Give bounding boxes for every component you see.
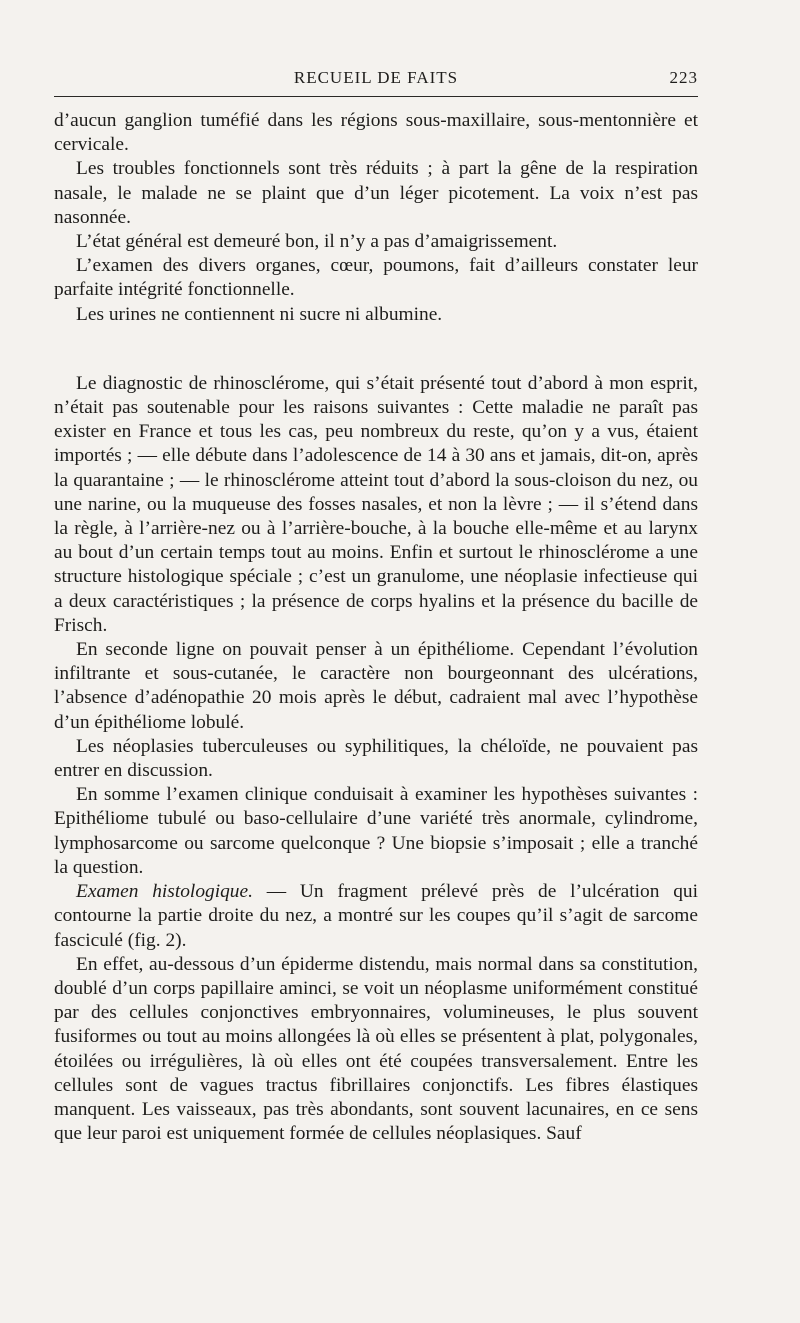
section-gap: [54, 327, 698, 372]
paragraph: L’examen des divers organes, cœur, poumons, fait d’ailleurs constater leur parfaite intégrité fonctionnelle.: [54, 255, 698, 301]
paragraph: [54, 880, 698, 953]
page-number: 223: [669, 68, 698, 87]
paragraph: En seconde ligne on pouvait penser à un épithéliome. Cependant l’évolution infiltrante et sous-cutanée, le caractère non bourgeonnant des ulcérations, l’absence d’adénopathie 20 mois après le début, cadraient mal avec l’hypothèse d’un épithéliome lobulé.: [54, 639, 698, 733]
header-rule: [54, 96, 698, 97]
paragraph: En effet, au-dessous d’un épiderme distendu, mais normal dans sa constitution, doublé d’un corps papillaire aminci, se voit un néoplasme uniformément constitué par des cellules conjonctives embryonnaires, volumineuses, le plus souvent fusiformes ou tout au moins allongées là où elles se présentent à plat, polygonales, étoilées ou irrégulières, là où elles ont été coupées transversalement. Entre les cellules sont de vagues tractus fibrillaires conjonctifs. Les fibres élastiques manquent. Les vaisseaux, pas très abondants, sont souvent lacunaires, en ce sens que leur paroi est uniquement formée de cellules néoplasiques. Sauf: [54, 953, 698, 1145]
document-page: [54, 66, 698, 1146]
paragraph: Le diagnostic de rhinosclérome, qui s’était présenté tout d’abord à mon esprit, n’était pas soutenable pour les raisons suivantes : Cette maladie ne paraît pas exister en France et tous les cas, peu nombreux du reste, qu’on y a vus, étaient importés ; — elle débute dans l’adolescence de 14 à 30 ans et jamais, dit-on, après la quarantaine ; — le rhinosclérome atteint tout d’abord la sous-cloison du nez, ou une narine, ou la muqueuse des fosses nasales, et non la lèvre ; — il s’étend dans la règle, à l’arrière-nez ou à l’arrière-bouche, à la bouche elle-même et au larynx au bout d’un certain temps tout au moins. Enfin et surtout le rhinosclérome a une structure histologique spéciale ; c’est un granulome, une néoplasie infectieuse qui a deux caractéristiques ; la présence de corps hyalins et la présence du bacille de Frisch.: [54, 372, 698, 636]
paragraph: d’aucun ganglion tuméfié dans les régions sous-maxillaire, sous-mentonnière et cervicale.: [54, 110, 698, 156]
body-text: [54, 109, 698, 1146]
paragraph: Les urines ne contiennent ni sucre ni albumine.: [76, 303, 443, 325]
paragraph: Les troubles fonctionnels sont très réduits ; à part la gêne de la respiration nasale, le malade ne se plaint que d’un léger picotement. La voix n’est pas nasonnée.: [54, 158, 698, 228]
running-header: [54, 66, 698, 90]
paragraph: L’état général est demeuré bon, il n’y a pas d’amaigrissement.: [76, 231, 558, 253]
paragraph: En somme l’examen clinique conduisait à examiner les hypothèses suivantes : Epithéliome tubulé ou baso-cellulaire d’une variété très anormale, cylindrome, lymphosarcome ou sarcome quelconque ? Une biopsie s’imposait ; elle a tranché la question.: [54, 784, 698, 878]
paragraph: Les néoplasies tuberculeuses ou syphilitiques, la chéloïde, ne pouvaient pas entrer en discussion.: [54, 735, 698, 782]
running-title: RECUEIL DE FAITS: [293, 68, 459, 87]
paragraph-text: — Un fragment prélevé près de l’ulcération qui contourne la partie droite du nez, a montré sur les coupes qu’il s’agit de sarcome fasciculé (fig. 2).: [54, 881, 698, 951]
section-heading-examen-histologique: Examen histologique.: [76, 881, 253, 903]
